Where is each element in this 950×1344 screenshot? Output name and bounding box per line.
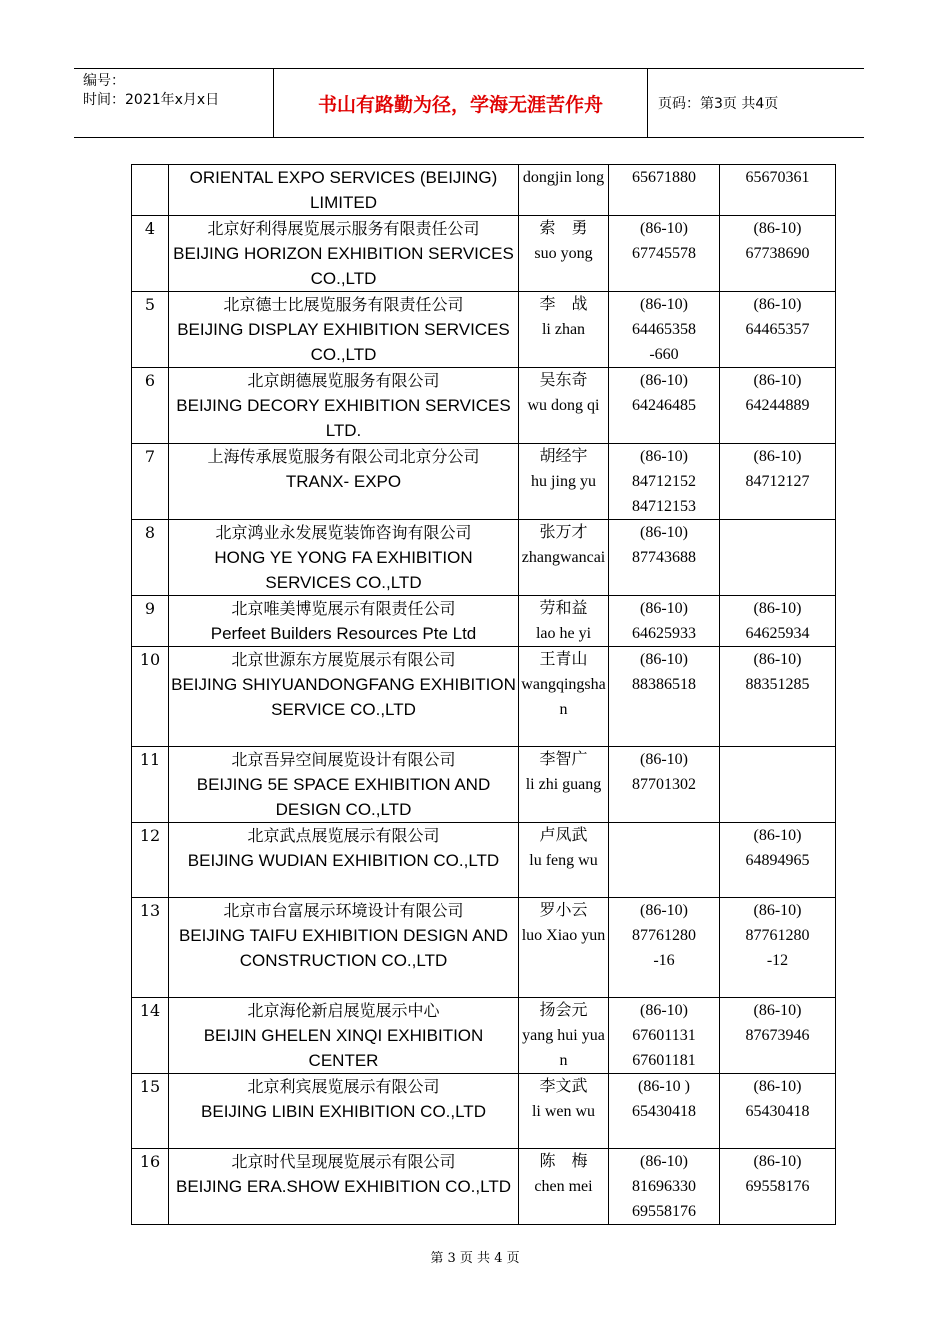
contact-name-chinese: 李文武 [539, 1078, 588, 1095]
contact-name-chinese: 王青山 [539, 651, 588, 668]
fax-line: (86-10) [753, 600, 802, 617]
fax-line: 88351285 [745, 676, 810, 693]
telephone-line: (86-10) [640, 296, 688, 313]
contact-person-cell [519, 998, 609, 1074]
contact-name-pinyin: li zhan [541, 321, 586, 338]
contact-name-chinese: 扬会元 [539, 1002, 588, 1019]
telephone-line: 84712152 [632, 473, 696, 490]
company-name-chinese: 上海传承展览服务有限公司北京分公司 [207, 447, 480, 466]
telephone-line: (86-10) [640, 1153, 688, 1170]
table-row [132, 165, 836, 216]
company-name-english: HONG YE YONG FA EXHIBITION SERVICES CO.,LTD [214, 548, 473, 592]
telephone-cell [609, 292, 720, 368]
telephone-line: 69558176 [632, 1203, 696, 1220]
company-name-chinese: 北京鸿业永发展览装饰咨询有限公司 [215, 523, 472, 542]
document-time-label: 时间：2021年x月x日 [83, 92, 220, 108]
row-number-cell: 9 [132, 596, 169, 647]
company-name-cell [169, 747, 519, 823]
page-header [74, 68, 864, 138]
telephone-cell [609, 368, 720, 444]
table-row [132, 823, 836, 898]
table-row [132, 520, 836, 596]
exhibition-company-table [131, 164, 836, 1225]
company-name-cell [169, 898, 519, 998]
company-name-cell [169, 292, 519, 368]
company-name-english: BEIJING WUDIAN EXHIBITION CO.,LTD [187, 851, 500, 870]
row-number-cell: 6 [132, 368, 169, 444]
row-number-cell: 5 [132, 292, 169, 368]
row-number-cell: 10 [132, 647, 169, 747]
telephone-line: (86-10) [640, 1002, 688, 1019]
company-name-chinese: 北京好利得展览展示服务有限责任公司 [207, 219, 480, 238]
company-name-cell [169, 216, 519, 292]
telephone-line: 65430418 [632, 1103, 696, 1120]
fax-cell [720, 1149, 836, 1225]
company-name-cell [169, 165, 519, 216]
company-name-english: BEIJING LIBIN EXHIBITION CO.,LTD [201, 1102, 486, 1121]
telephone-cell [609, 647, 720, 747]
table-row [132, 998, 836, 1074]
fax-cell [720, 898, 836, 998]
company-name-cell [169, 520, 519, 596]
company-name-chinese: 北京利宾展览展示有限公司 [247, 1077, 440, 1096]
telephone-line: -16 [653, 952, 675, 969]
contact-name-chinese: 卢凤武 [539, 827, 588, 844]
fax-cell [720, 368, 836, 444]
company-name-cell [169, 647, 519, 747]
fax-cell [720, 1074, 836, 1149]
fax-cell [720, 444, 836, 520]
company-name-english: BEIJING DECORY EXHIBITION SERVICES LTD. [176, 396, 511, 440]
fax-line: (86-10) [753, 1002, 802, 1019]
company-name-english: BEIJIN GHELEN XINQI EXHIBITION CENTER [203, 1026, 484, 1070]
contact-name-pinyin: chen mei [534, 1178, 593, 1195]
row-number-cell: 16 [132, 1149, 169, 1225]
fax-line: 64465357 [745, 321, 810, 338]
telephone-line: 65671880 [632, 169, 696, 186]
telephone-cell [609, 444, 720, 520]
company-name-chinese: 北京唯美博览展示有限责任公司 [231, 599, 456, 618]
company-name-english: TRANX- EXPO [285, 472, 402, 491]
company-name-english: BEIJING ERA.SHOW EXHIBITION CO.,LTD [175, 1177, 511, 1196]
contact-person-cell [519, 747, 609, 823]
company-name-chinese: 北京世源东方展览展示有限公司 [231, 650, 456, 669]
fax-cell [720, 520, 836, 596]
contact-name-pinyin: lao he yi [535, 625, 592, 642]
row-number-cell: 14 [132, 998, 169, 1074]
company-name-english: BEIJING DISPLAY EXHIBITION SERVICES CO.,LTD [177, 320, 510, 364]
telephone-line: (86-10) [640, 651, 688, 668]
fax-line: 67738690 [745, 245, 810, 262]
fax-cell [720, 596, 836, 647]
telephone-cell [609, 747, 720, 823]
telephone-line: (86-10) [640, 600, 688, 617]
contact-person-cell [519, 520, 609, 596]
contact-name-chinese: 吴东奇 [539, 372, 588, 389]
contact-name-pinyin: zhangwancai [521, 549, 606, 566]
telephone-cell [609, 596, 720, 647]
company-name-english: BEIJING 5E SPACE EXHIBITION AND DESIGN CO.,LTD [196, 775, 491, 819]
telephone-line: 87701302 [632, 776, 696, 793]
row-number-cell: 8 [132, 520, 169, 596]
row-number-cell: 15 [132, 1074, 169, 1149]
contact-person-cell [519, 165, 609, 216]
telephone-line: 87761280 [632, 927, 696, 944]
contact-name-chinese: 张万才 [539, 524, 588, 541]
fax-line: (86-10) [753, 827, 802, 844]
company-name-chinese: 北京吾异空间展览设计有限公司 [231, 750, 456, 769]
fax-line: -12 [766, 952, 789, 969]
contact-person-cell [519, 216, 609, 292]
contact-name-chinese: 陈 梅 [539, 1153, 588, 1170]
telephone-cell [609, 520, 720, 596]
telephone-line: (86-10) [640, 902, 688, 919]
contact-name-pinyin: suo yong [534, 245, 593, 262]
contact-name-pinyin: dongjin long [522, 169, 605, 186]
fax-line: 84712127 [745, 473, 810, 490]
telephone-line: 84712153 [632, 498, 696, 515]
fax-line: (86-10) [753, 220, 802, 237]
telephone-line: 64465358 [632, 321, 696, 338]
fax-line: (86-10) [753, 448, 802, 465]
telephone-line: (86-10 ) [638, 1078, 690, 1095]
contact-name-pinyin: wu dong qi [527, 397, 600, 414]
fax-line: 64244889 [745, 397, 810, 414]
telephone-cell [609, 1149, 720, 1225]
telephone-cell [609, 998, 720, 1074]
table-row [132, 368, 836, 444]
telephone-cell [609, 216, 720, 292]
company-name-cell [169, 1074, 519, 1149]
contact-person-cell [519, 292, 609, 368]
contact-name-pinyin: luo Xiao yun [521, 927, 606, 944]
fax-cell [720, 647, 836, 747]
company-name-english: Perfeet Builders Resources Pte Ltd [210, 624, 477, 643]
fax-line: 69558176 [745, 1178, 810, 1195]
fax-line: (86-10) [753, 1078, 802, 1095]
contact-name-pinyin: hu jing yu [531, 473, 596, 490]
telephone-line: 67601131 [632, 1027, 696, 1044]
table-row [132, 596, 836, 647]
telephone-line: 67601181 [632, 1052, 696, 1069]
fax-cell [720, 747, 836, 823]
telephone-line: (86-10) [640, 372, 688, 389]
telephone-line: 64625933 [632, 625, 696, 642]
contact-name-chinese: 劳和益 [539, 600, 588, 617]
header-motto: 书山有路勤为径，学海无涯苦作舟 [274, 69, 648, 137]
fax-line: 87761280 [745, 927, 810, 944]
telephone-line: 88386518 [632, 676, 696, 693]
contact-person-cell [519, 823, 609, 898]
fax-line: (86-10) [753, 902, 802, 919]
header-meta [74, 69, 274, 137]
telephone-cell [609, 823, 720, 898]
fax-cell [720, 292, 836, 368]
row-number-cell: 4 [132, 216, 169, 292]
contact-name-chinese: 李智广 [539, 751, 588, 768]
row-number-cell: 11 [132, 747, 169, 823]
contact-person-cell [519, 596, 609, 647]
page-footer: 第 3 页 共 4 页 [430, 1251, 520, 1266]
telephone-cell [609, 165, 720, 216]
contact-person-cell [519, 1149, 609, 1225]
telephone-line: (86-10) [640, 751, 688, 768]
fax-cell [720, 216, 836, 292]
telephone-cell [609, 898, 720, 998]
document-number-label: 编号： [83, 73, 125, 89]
row-number-cell: 7 [132, 444, 169, 520]
company-name-cell [169, 444, 519, 520]
company-name-chinese: 北京武点展览展示有限公司 [247, 826, 440, 845]
fax-line: 65430418 [745, 1103, 810, 1120]
table-row [132, 292, 836, 368]
table-row [132, 216, 836, 292]
contact-name-pinyin: lu feng wu [529, 852, 598, 869]
fax-line: (86-10) [753, 372, 802, 389]
contact-person-cell [519, 1074, 609, 1149]
header-page-number: 页码：第3页 共4页 [658, 96, 779, 112]
row-number-cell: 13 [132, 898, 169, 998]
row-number-cell [132, 165, 169, 216]
telephone-cell [609, 1074, 720, 1149]
telephone-line: (86-10) [640, 220, 688, 237]
contact-person-cell [519, 444, 609, 520]
contact-person-cell [519, 368, 609, 444]
company-name-english: BEIJING SHIYUANDONGFANG EXHIBITION SERVICE CO.,LTD [171, 675, 516, 719]
telephone-line: 87743688 [632, 549, 696, 566]
company-name-cell [169, 823, 519, 898]
contact-name-pinyin: wangqingshan [521, 676, 606, 718]
company-name-chinese: 北京市台富展示环境设计有限公司 [223, 901, 464, 920]
fax-cell [720, 165, 836, 216]
company-name-chinese: 北京时代呈现展览展示有限公司 [231, 1152, 456, 1171]
contact-name-chinese: 胡经宇 [539, 448, 588, 465]
company-name-cell [169, 596, 519, 647]
telephone-line: 81696330 [632, 1178, 696, 1195]
table-row [132, 898, 836, 998]
contact-name-chinese: 罗小云 [539, 902, 588, 919]
table-row [132, 1074, 836, 1149]
table-row [132, 1149, 836, 1225]
company-name-chinese: 北京德士比展览服务有限责任公司 [223, 295, 464, 314]
company-name-cell [169, 368, 519, 444]
telephone-line: (86-10) [640, 524, 688, 541]
fax-line: (86-10) [753, 1153, 802, 1170]
telephone-line: -660 [649, 346, 679, 363]
contact-person-cell [519, 898, 609, 998]
fax-cell [720, 998, 836, 1074]
fax-line: 87673946 [745, 1027, 810, 1044]
company-name-cell [169, 1149, 519, 1225]
telephone-line: 67745578 [632, 245, 696, 262]
telephone-line: 64246485 [632, 397, 696, 414]
fax-cell [720, 823, 836, 898]
company-name-chinese: 北京海伦新启展览展示中心 [247, 1001, 440, 1020]
contact-name-chinese: 索 勇 [539, 220, 588, 237]
contact-person-cell [519, 647, 609, 747]
table-row [132, 444, 836, 520]
company-name-english: ORIENTAL EXPO SERVICES (BEIJING) LIMITED [189, 168, 498, 212]
fax-line: (86-10) [753, 651, 802, 668]
fax-line: 64625934 [745, 625, 810, 642]
contact-name-chinese: 李 战 [539, 296, 588, 313]
contact-name-pinyin: li wen wu [531, 1103, 596, 1120]
row-number-cell: 12 [132, 823, 169, 898]
company-name-english: BEIJING HORIZON EXHIBITION SERVICES CO.,LTD [173, 244, 514, 288]
company-name-chinese: 北京朗德展览服务有限公司 [247, 371, 440, 390]
telephone-line: (86-10) [640, 448, 688, 465]
company-name-english: BEIJING TAIFU EXHIBITION DESIGN AND CONSTRUCTION CO.,LTD [178, 926, 509, 970]
table-row [132, 747, 836, 823]
company-name-cell [169, 998, 519, 1074]
table-row [132, 647, 836, 747]
fax-line: 65670361 [745, 169, 810, 186]
fax-line: 64894965 [745, 852, 810, 869]
contact-name-pinyin: yang hui yuan [522, 1027, 605, 1069]
contact-name-pinyin: li zhi guang [525, 776, 602, 793]
fax-line: (86-10) [753, 296, 802, 313]
